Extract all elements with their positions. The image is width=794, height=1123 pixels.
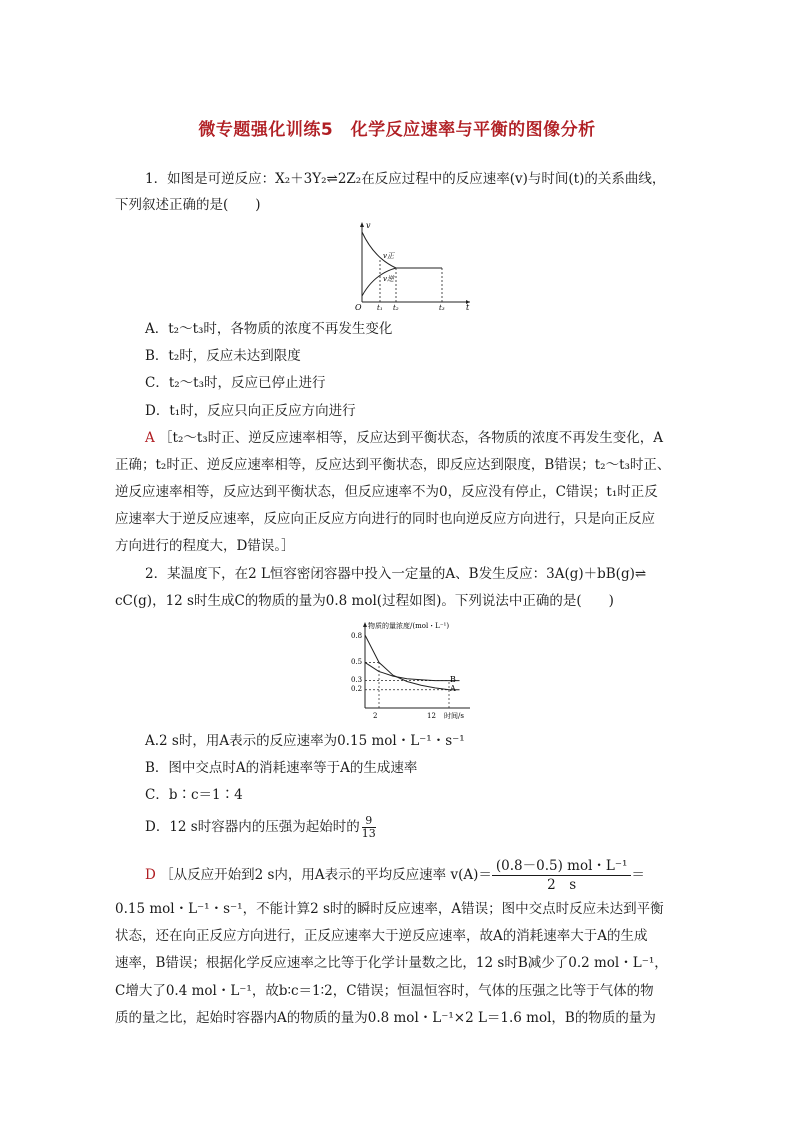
page-title: 微专题强化训练5 化学反应速率与平衡的图像分析 <box>198 120 596 140</box>
q1-stem-line2: 下列叙述正确的是( ) <box>115 197 261 213</box>
q2-ytick-0.2: 0.2 <box>351 685 363 693</box>
q1-explanation-line4: 应速率大于逆反应速率，反应向正反应方向进行的同时也向逆反应方向进行，只是向正反应 <box>115 511 655 527</box>
q2-explanation-line1 <box>145 857 710 894</box>
q2-explanation-line4: 速率，B错误；根据化学反应速率之比等于化学计量数之比，12 s时B减少了0.2 mol・L⁻¹， <box>115 955 668 971</box>
q1-answer-letter: A <box>145 430 155 446</box>
q2-option-d-denominator: 13 <box>361 827 376 840</box>
q2-stem-line1: 2．某温度下，在2 L恒容密闭容器中投入一定量的A、B发生反应：3A(g)＋bB(g)⇌ <box>145 566 647 582</box>
q1-tick-t3: t₃ <box>439 304 445 310</box>
q2-rate-fraction <box>492 857 632 894</box>
q2-x-axis-label: 时间/s <box>444 712 464 720</box>
q2-option-d-text: D．12 s时容器内的压强为起始时的 <box>145 819 360 835</box>
q2-option-d-fraction <box>362 815 376 840</box>
q1-explanation-line2: 正确；t₂时正、逆反应速率相等，反应达到平衡状态，即反应达到限度，B错误；t₂～t₃时正、 <box>115 457 671 473</box>
q2-concentration-chart <box>340 618 475 723</box>
q1-tick-t1: t₁ <box>377 304 383 310</box>
q2-ytick-0.3: 0.3 <box>351 676 363 684</box>
q2-ytick-0.8: 0.8 <box>351 632 363 640</box>
q2-explanation-line2: 0.15 mol・L⁻¹・s⁻¹，不能计算2 s时的瞬时反应速率，A错误；图中交点时反应未达到平衡 <box>115 901 664 917</box>
q2-option-b: B．图中交点时A的消耗速率等于A的生成速率 <box>145 760 418 776</box>
q2-series-label-a: A <box>450 684 456 693</box>
q1-explanation-text1: ［t₂～t₃时正、逆反应速率相等，反应达到平衡状态，各物质的浓度不再发生变化，A <box>159 430 663 446</box>
q1-velocity-time-graph <box>350 218 475 310</box>
q1-option-a: A．t₂～t₃时，各物质的浓度不再发生变化 <box>145 321 393 337</box>
q2-xtick-2: 2 <box>373 712 378 720</box>
q1-option-b: B．t₂时，反应未达到限度 <box>145 348 301 364</box>
q2-option-d-numerator: 9 <box>362 815 376 828</box>
q2-option-c: C．b∶c＝1∶4 <box>145 787 243 803</box>
q2-xtick-12: 12 <box>427 712 436 720</box>
q2-rate-denominator: 2 s <box>547 877 577 893</box>
q2-explanation-prefix: ［从反应开始到2 s内，用A表示的平均反应速率 v(A)＝ <box>160 867 492 883</box>
q2-option-d <box>145 815 710 840</box>
q2-y-axis-label: 物质的量浓度/(mol・L⁻¹) <box>368 622 450 630</box>
q1-y-axis-label: v <box>366 221 371 230</box>
q2-stem-line2: cC(g)，12 s时生成C的物质的量为0.8 mol(过程如图)。下列说法中正确的是( ) <box>115 593 614 609</box>
q2-answer-letter: D <box>145 867 156 883</box>
q1-reverse-label: v逆 <box>383 275 394 283</box>
q2-ytick-0.5: 0.5 <box>351 658 363 666</box>
q1-tick-t2: t₂ <box>393 304 399 310</box>
q1-option-c: C．t₂～t₃时，反应已停止进行 <box>145 375 326 391</box>
q1-stem-line1: 1．如图是可逆反应：X₂＋3Y₂⇌2Z₂在反应过程中的反应速率(v)与时间(t)的关系曲线， <box>145 171 666 187</box>
q2-explanation-line6: 质的量之比，起始时容器内A的物质的量为0.8 mol・L⁻¹×2 L＝1.6 mol，B的物质的量为 <box>115 1010 656 1026</box>
q2-explanation-equals: ＝ <box>631 867 645 883</box>
q1-x-axis-label: t <box>466 303 470 310</box>
q2-series-label-b: B <box>450 675 456 684</box>
q1-explanation-line1 <box>145 428 710 448</box>
q1-explanation-line3: 逆反应速率相等，反应达到平衡状态，但反应速率不为0，反应没有停止，C错误；t₁时正反 <box>115 484 658 500</box>
q2-explanation-line3: 状态，还在向正反应方向进行，正反应速率大于逆反应速率，故A的消耗速率大于A的生成 <box>115 928 648 944</box>
q1-forward-label: v正 <box>383 252 394 260</box>
q2-explanation-line5: C增大了0.4 mol・L⁻¹，故b∶c＝1∶2，C错误；恒温恒容时，气体的压强之比等于气体的物 <box>115 983 654 999</box>
q1-explanation-line5: 方向进行的程度大，D错误。］ <box>115 538 295 554</box>
q2-option-a: A.2 s时，用A表示的反应速率为0.15 mol・L⁻¹・s⁻¹ <box>145 733 465 749</box>
q2-rate-numerator: (0.8－0.5) mol・L⁻¹ <box>492 857 632 876</box>
q1-origin-label: O <box>355 303 362 310</box>
q1-option-d: D．t₁时，反应只向正反应方向进行 <box>145 403 356 419</box>
